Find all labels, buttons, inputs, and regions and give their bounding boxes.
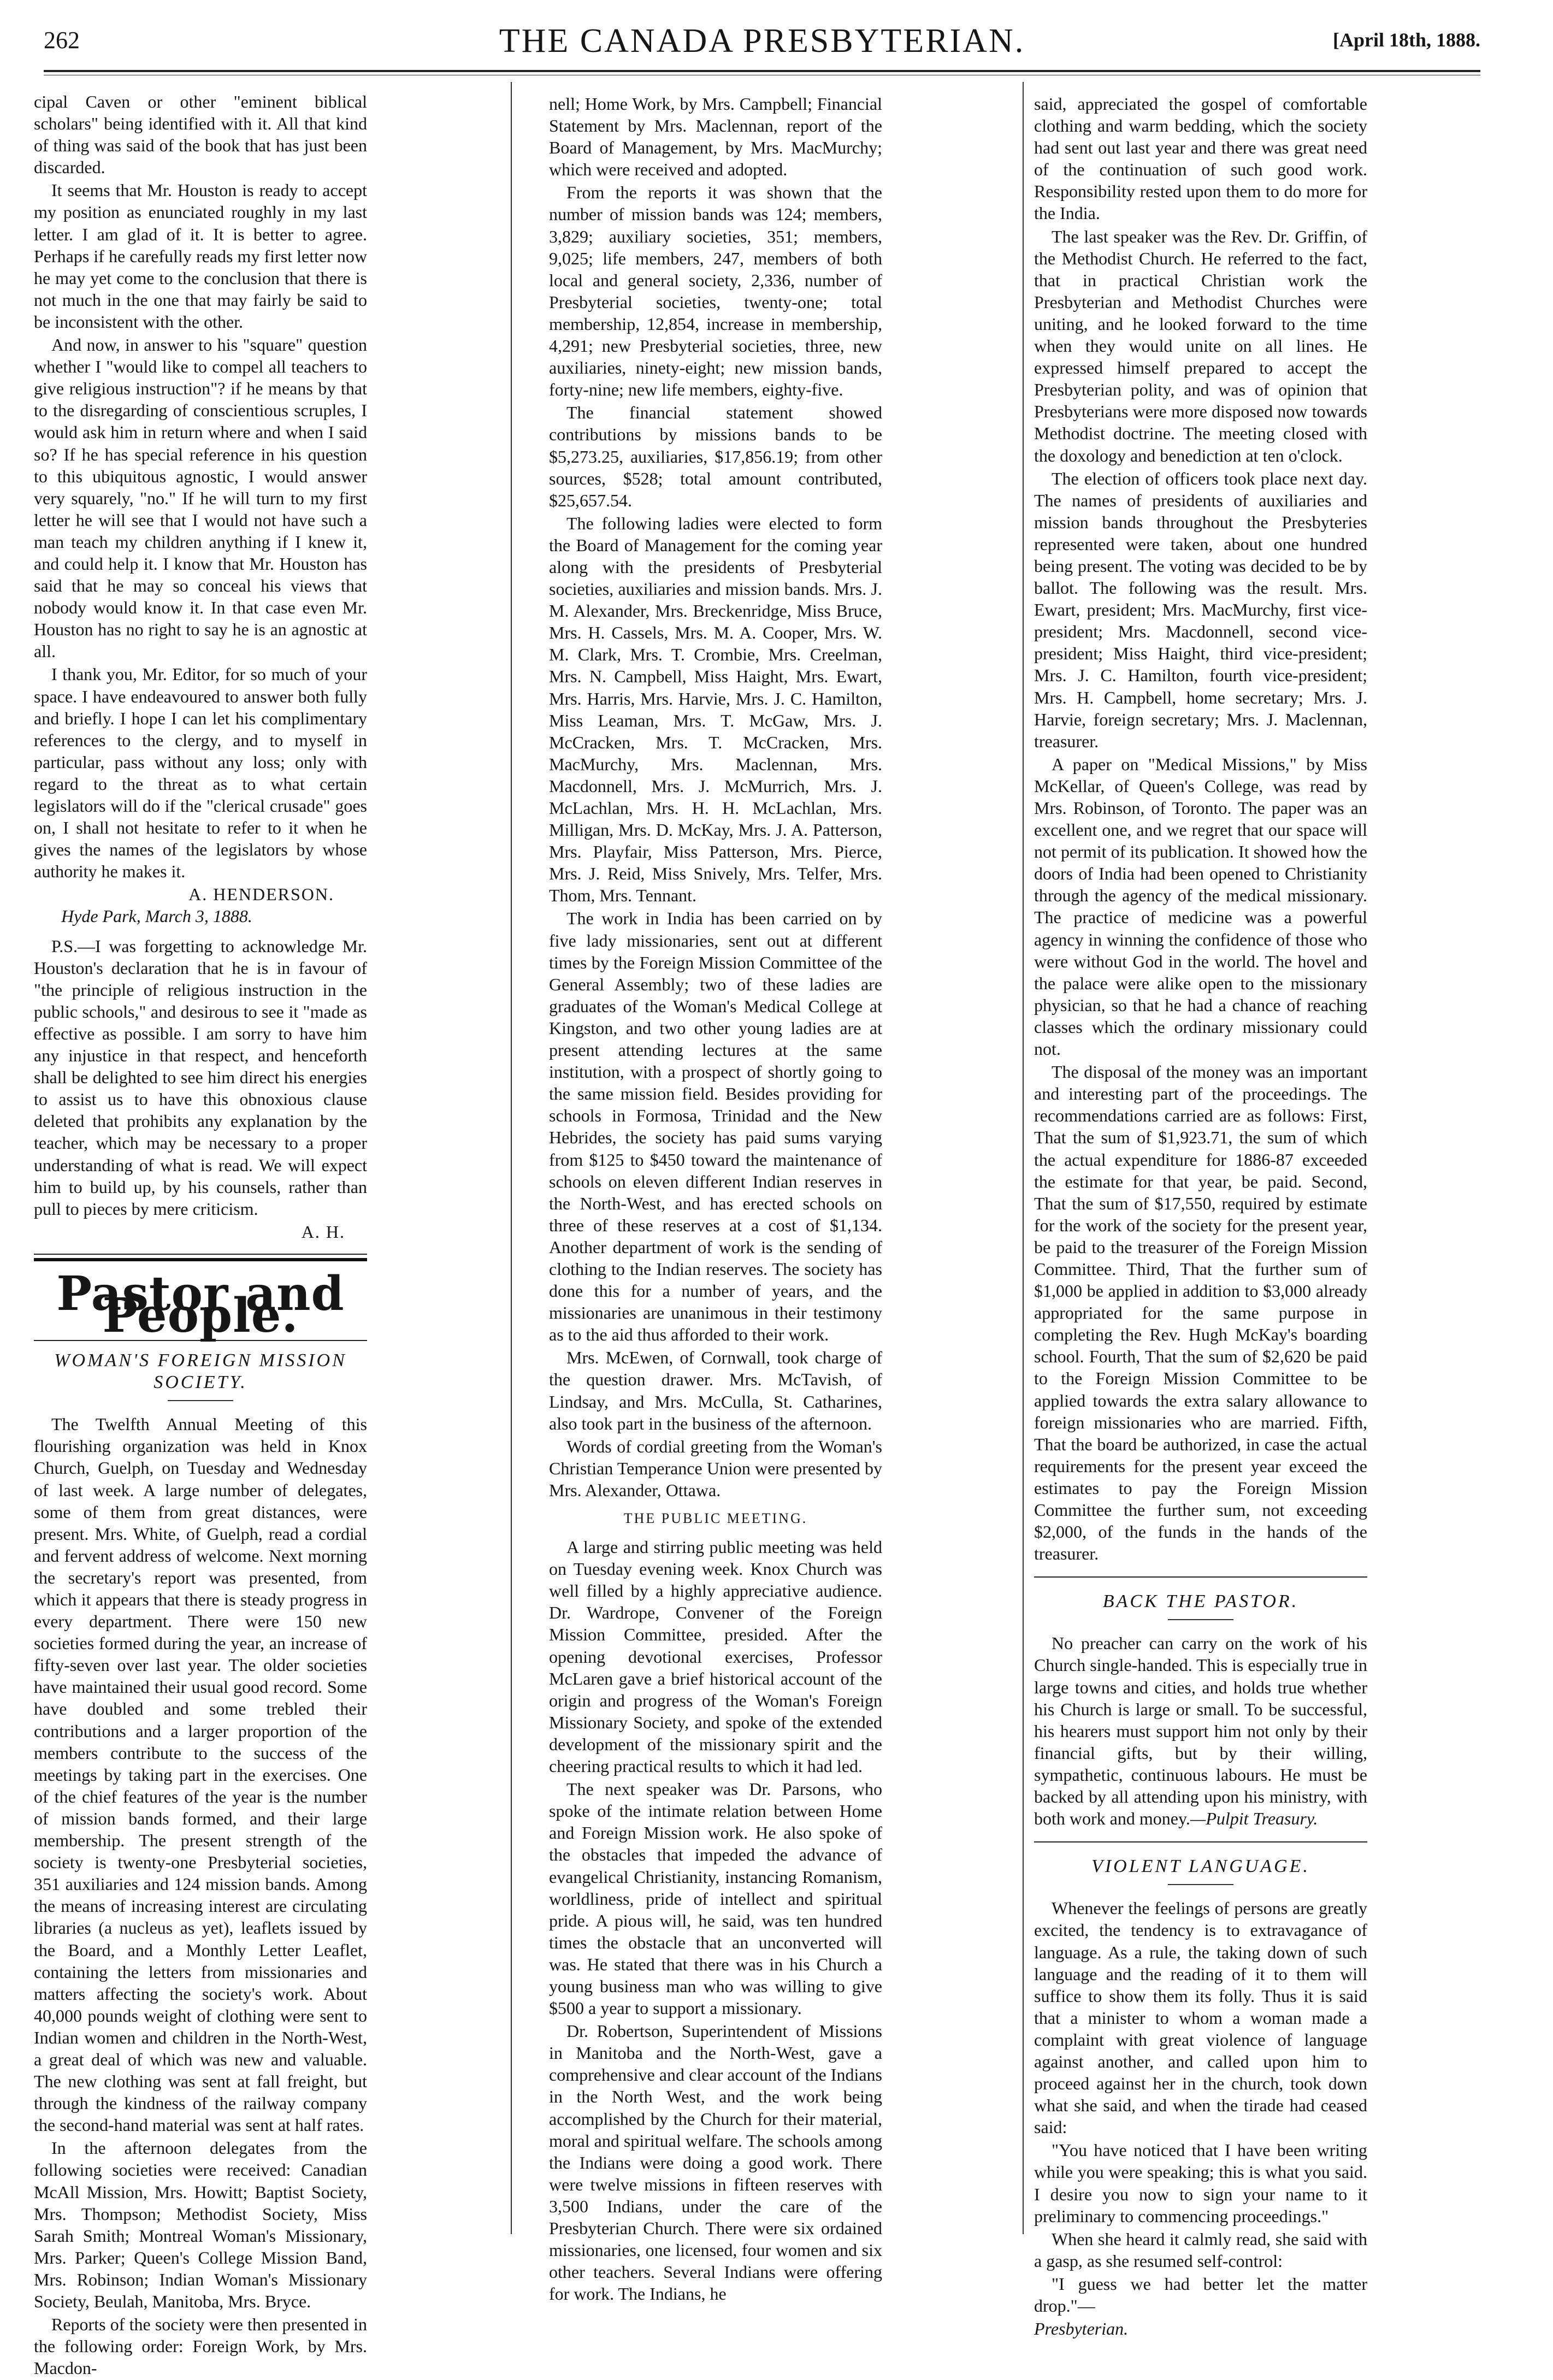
article-paragraph: Whenever the feelings of persons are greatly excited, the tendency is to extravagance of language. As a rule, the taking down of such language and the reading of it to them will suffice to show them its folly. Thus it is said that a minister to whom a woman made a complaint with great violence of language against another, and called upon him to proceed against her in the church, took down what she said, and when the tirade had ceased said:	[1034, 1898, 1367, 2137]
column-divider	[1023, 82, 1024, 2234]
postscript-signature: A. H.	[301, 1221, 345, 1242]
article-title: BACK THE PASTOR.	[1102, 1591, 1299, 1612]
source-credit: —Pulpit Treasury.	[1190, 1809, 1318, 1829]
article-rule	[1034, 1576, 1367, 1578]
article-paragraph: Reports of the society were then presented in the following order: Foreign Work, by Mrs. Macdon-	[34, 2314, 367, 2378]
title-rule	[1168, 1619, 1233, 1620]
article-paragraph: The following ladies were elected to form the Board of Management for the coming year along with the presidents of Presbyterial societies, auxiliaries and mission bands. Mrs. J. M. Alexander, Mrs. Breckenridge, Miss Bruce, Mrs. H. Cassels, Mrs. M. A. Cooper, Mrs. W. M. Clark, Mrs. T. Crombie, Mrs. Creelman, Mrs. N. Campbell, Miss Haight, Mrs. Ewart, Mrs. Harris, Mrs. Harvie, Mrs. J. C. Hamilton, Miss Leaman, Mrs. T. McGaw, Mrs. J. McCracken, Mrs. T. McCracken, Mrs. MacMurchy, Mrs. Maclennan, Mrs. Macdonnell, Mrs. J. McMurrich, Mrs. J. McLachlan, Mrs. H. H. McLachlan, Mrs. Milligan, Mrs. D. McKay, Mrs. J. A. Patterson, Mrs. Playfair, Miss Patterson, Mrs. Pierce, Mrs. J. Reid, Miss Snively, Mrs. Telfer, Mrs. Thom, Mrs. Tennant.	[549, 513, 882, 906]
article-title: VIOLENT LANGUAGE.	[1091, 1856, 1310, 1877]
source-credit: Presbyterian.	[1034, 2319, 1129, 2339]
letter-paragraph: It seems that Mr. Houston is ready to accept my position as enunciated roughly in my last letter. I am glad of it. It is better to agree. Perhaps if he carefully reads my first letter now he may yet come to the conclusion that there is not much in the one that may fairly be said to be inconsistent with the other.	[34, 180, 367, 332]
column-2	[549, 93, 882, 2306]
masthead	[44, 22, 1480, 66]
column-1	[34, 91, 367, 2380]
article-paragraph: The last speaker was the Rev. Dr. Griffin, of the Methodist Church. He referred to the fact, that in practical Christian work the Presbyterian and Methodist Churches were uniting, and he looked forward to the time when they would unite on all lines. He expressed himself prepared to accept the Presbyterian polity, and was of opinion that Presbyterians were more disposed now towards Methodist doctrine. The meeting closed with the doxology and benediction at ten o'clock.	[1034, 226, 1367, 465]
title-rule	[1168, 1884, 1233, 1885]
section-rule-thick	[34, 1258, 367, 1261]
article-paragraph: The financial statement showed contributions by missions bands to be $5,273.25, auxiliaries, $17,856.19; from other sources, $528; total amount contributed, $25,657.54.	[549, 403, 882, 510]
masthead-rule	[44, 70, 1480, 72]
article-paragraph: The work in India has been carried on by five lady missionaries, sent out at different times by the Foreign Mission Committee of the General Assembly; two of these ladies are graduates of the Woman's Medical College at Kingston, and two other young ladies are at present attending lectures at the same institution, with a prospect of shortly going to the same mission field. Besides providing for schools in Formosa, Trinidad and the New Hebrides, the society has paid sums varying from $125 to $450 toward the maintenance of schools on eleven different Indian reserves in the North-West, and has erected schools on three of these reserves at a cost of $1,134. Another department of work is the sending of clothing to the Indian reserves. The society has done this for a number of years, and the missionaries are unanimous in their testimony as to the aid thus afforded to their work.	[549, 908, 882, 1345]
article-paragraph: The election of officers took place next day. The names of presidents of auxiliaries and mission bands throughout the Presbyteries represented were taken, about one hundred being present. The voting was decided to be by ballot. The following was the result. Mrs. Ewart, president; Mrs. MacMurchy, first vice-president; Mrs. Macdonnell, second vice-president; Miss Haight, third vice-president; Mrs. J. C. Hamilton, fourth vice-president; Mrs. H. Campbell, home secretary; Mrs. J. Harvie, foreign secretary; Mrs. J. Maclennan, treasurer.	[1034, 468, 1367, 751]
article-paragraph: In the afternoon delegates from the following societies were received: Canadian McAll Mission, Mrs. Howitt; Baptist Society, Mrs. Thompson; Methodist Society, Miss Sarah Smith; Montreal Woman's Missionary, Mrs. Parker; Queen's College Mission Band, Mrs. Robinson; Indian Woman's Missionary Society, Beulah, Manitoba, Mrs. Bryce.	[34, 2138, 367, 2311]
article-title: WOMAN'S FOREIGN MISSION SOCIETY.	[54, 1350, 347, 1393]
article-paragraph: Mrs. McEwen, of Cornwall, took charge of the question drawer. Mrs. McTavish, of Lindsay, and Mrs. McCulla, St. Catharines, also took part in the business of the afternoon.	[549, 1348, 882, 1433]
journal-title: THE CANADA PRESBYTERIAN.	[499, 22, 1025, 60]
back-the-pastor-text: No preacher can carry on the work of his Church single-handed. This is especially true in large towns and cities, and holds true whether his Church is large or small. To be successful, his hearers must support him not only by their financial gifts, but by their willing, sympathetic, continuous labours. He must be backed by all attending upon his ministry, with both work and money.	[1034, 1633, 1367, 1829]
article-paragraph: said, appreciated the gospel of comfortable clothing and warm bedding, which the society had sent out last year and there was great need of the continuation of such good work. Responsibility rested upon them to do more for the India.	[1034, 94, 1367, 223]
article-paragraph: From the reports it was shown that the number of mission bands was 124; members, 3,829; auxiliary societies, 351; members, 9,025; life members, 247, members of both local and general society, 2,336, number of Presbyterial societies, twenty-one; total membership, 12,854, increase in membership, 4,291; new Presbyterial societies, three, new auxiliaries, ninety-eight; new mission bands, forty-nine; new life members, eighty-five.	[549, 182, 882, 400]
article-paragraph	[1034, 1632, 1367, 1829]
article-rule	[1034, 1841, 1367, 1842]
article-paragraph: "I guess we had better let the matter drop."—	[1034, 2273, 1367, 2316]
postscript: P.S.—I was forgetting to acknowledge Mr. Houston's declaration that he is in favour of "the principle of religious instruction in the public schools," and desirous to see it "made as effective as possible. I am sorry to have him any injustice in that respect, and henceforth shall be delighted to see him direct his energies to assist us to have this obnoxious clause deleted that prohibits any explanation by the teacher, which may be necessary to a proper understanding of what is read. We will expect him to build up, by his counsels, rather than pull to pieces by mere criticism.	[34, 936, 367, 1219]
letter-signature: A. HENDERSON.	[188, 884, 334, 905]
article-paragraph: When she heard it calmly read, she said with a gasp, as she resumed self-control:	[1034, 2229, 1367, 2271]
article-paragraph: Dr. Robertson, Superintendent of Missions in Manitoba and the North-West, gave a comprehensive and clear account of the Indians in the North West, and the work being accomplished by the Church for their material, moral and spiritual welfare. The schools among the Indians were doing a good work. There were twelve missions in fifteen reserves with 3,500 Indians, under the care of the Presbyterian Church. There were six ordained missionaries, one licensed, four women and six other teachers. Several Indians were offering for work. The Indians, he	[549, 2021, 882, 2304]
letter-paragraph: I thank you, Mr. Editor, for so much of your space. I have endeavoured to answer both fully and briefly. I hope I can let his complimentary references to the clergy, and to myself in particular, pass without any loss; only with regard to the threat as to what certain legislators will do if the "clerical crusade" goes on, I shall not hesitate to refer to it when he gives the names of the legislators by whose authority he makes it.	[34, 664, 367, 882]
article-paragraph: A large and stirring public meeting was held on Tuesday evening week. Knox Church was well filled by a highly appreciative audience. Dr. Wardrope, Convener of the Foreign Mission Committee, presided. After the opening devotional exercises, Professor McLaren gave a brief historical account of the origin and progress of the Woman's Foreign Missionary Society, and spoke of the extended development of the missionary spirit and the cheering practical results to which it had led.	[549, 1537, 882, 1776]
title-rule	[168, 1400, 233, 1401]
article-paragraph: The Twelfth Annual Meeting of this flourishing organization was held in Knox Church, Guelph, on Tuesday and Wednesday of last week. A large number of delegates, some of them from great distances, were present. Mrs. White, of Guelph, read a cordial and fervent address of welcome. Next morning the secretary's report was presented, from which it appears that there is steady progress in every department. There were 150 new societies formed during the year, an increase of fifty-seven over last year. The older societies have maintained their usual good record. Some have doubled and some trebled their contributions and a larger proportion of the members contribute to the success of the meetings by taking part in the exercises. One of the chief features of the year is the number of mission bands formed, and their large membership. The present strength of the society is twenty-one Presbyterial societies, 351 auxiliaries and 124 mission bands. Among the means of increasing interest are circulating libraries (a nucleus as yet), leaflets issued by the Board, and a Monthly Letter Leaflet, containing the letters from missionaries and matters affecting the society's work. About 40,000 pounds weight of clothing were sent to Indian women and children in the North-West, a great deal of which was new and valuable. The new clothing was sent at fall freight, but through the kindness of the railway company the second-hand material was sent at half rates.	[34, 1414, 367, 2135]
issue-date: [April 18th, 1888.	[1333, 29, 1480, 51]
letter-dateline: Hyde Park, March 3, 1888.	[61, 906, 252, 926]
letter-paragraph: cipal Caven or other "eminent biblical scholars" being identified with it. All that kind of thing was said of the book that has just been discarded.	[34, 92, 367, 178]
column-divider	[511, 82, 512, 2234]
article-paragraph: A paper on "Medical Missions," by Miss McKellar, of Queen's College, was read by Mrs. Robinson, of Toronto. The paper was an excellent one, and we regret that our space will not permit of its publication. It showed how the doors of India had been opened to Christianity through the agency of the medical missionary. The practice of medicine was a powerful agency in winning the confidence of those who were without God in the world. The hovel and the palace were alike open to the missionary physician, so that he had a chance of reaching classes which the ordinary missionary could not.	[1034, 754, 1367, 1059]
subheading-public-meeting: THE PUBLIC MEETING.	[623, 1510, 808, 1526]
section-title: Pastor and People.	[56, 1266, 345, 1343]
article-paragraph: Words of cordial greeting from the Woman's Christian Temperance Union were presented by Mrs. Alexander, Ottawa.	[549, 1436, 882, 1500]
article-paragraph: "You have noticed that I have been writing while you were speaking; this is what you said. I desire you now to sign your name to it preliminary to commencing proceedings."	[1034, 2140, 1367, 2226]
letter-paragraph: And now, in answer to his "square" question whether I "would like to compel all teachers to give religious instruction"? if he means by that to the disregarding of conscientious scruples, I would ask him in return where and when I said so? If he has special reference in his question to this ubiquitous agnostic, I would answer very squarely, "no." If he will turn to my first letter he will see that I would not have such a man teach my children anything if I knew it, and could help it. I know that Mr. Houston has said that he may so conceal his views that nobody would know it. In that case even Mr. Houston has no right to say he is an agnostic at all.	[34, 335, 367, 662]
column-3	[1034, 93, 1367, 2340]
article-paragraph: nell; Home Work, by Mrs. Campbell; Financial Statement by Mrs. Maclennan, report of the Board of Management, by Mrs. MacMurchy; which were received and adopted.	[549, 94, 882, 180]
section-rule	[34, 1254, 367, 1255]
article-paragraph: The next speaker was Dr. Parsons, who spoke of the intimate relation between Home and Foreign Mission work. He also spoke of the obstacles that impeded the advance of evangelical Christianity, instancing Romanism, worldliness, pride of intellect and spiritual pride. A pious will, he said, was ten hundred times the obstacle that an unconverted will was. He stated that there was in his Church a young business man who was willing to give $500 a year to support a missionary.	[549, 1779, 882, 2018]
article-paragraph: The disposal of the money was an important and interesting part of the proceedings. The recommendations carried are as follows: First, That the sum of $1,923.71, the sum of which the actual expenditure for 1886-87 exceeded the estimate for that year, be paid. Second, That the sum of $17,550, required by estimate for the work of the society for the present year, be paid to the treasurer of the Foreign Mission Committee. Third, That the further sum of $1,000 be applied in addition to $3,000 already appropriated for the same purpose in completing the Rev. Hugh McKay's boarding school. Fourth, That the sum of $2,620 be paid to the Foreign Mission Committee to be applied towards the extra salary allowance to foreign missionaries who are married. Fifth, That the board be authorized, in case the actual requirements for the present year exceed the estimates to pay the Foreign Mission Committee the further sum, not exceeding $2,000, of the funds in the hands of the treasurer.	[1034, 1062, 1367, 1564]
page-number: 262	[44, 27, 80, 54]
